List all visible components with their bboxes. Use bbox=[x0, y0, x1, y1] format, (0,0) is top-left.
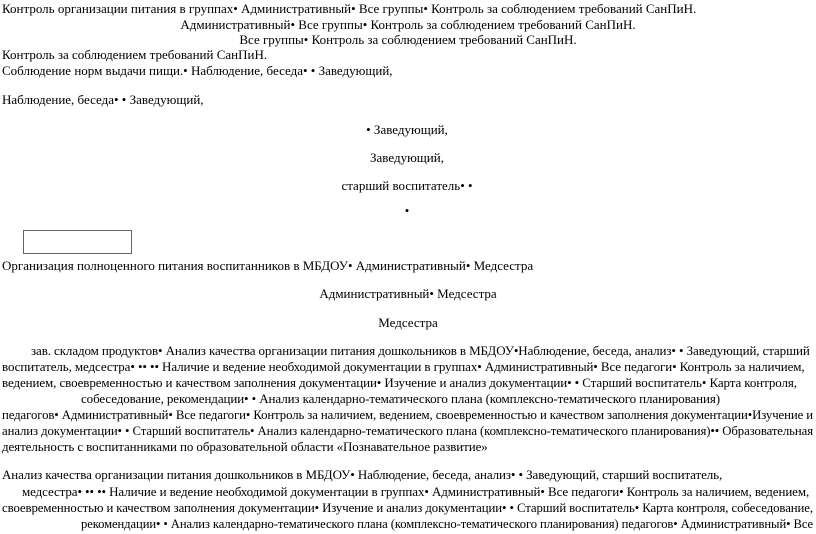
text-line-3: Все группы• Контроль за соблюдением требований СанПиН. bbox=[239, 32, 577, 47]
text-line-22: медсестра• •• •• Наличие и ведение необходимой документации в группах• Административный• Все педагоги• Контроль за наличием, ведением, bbox=[22, 484, 810, 499]
text-line-10: • bbox=[404, 203, 410, 218]
text-line-6: Наблюдение, беседа• • Заведующий, bbox=[2, 92, 204, 107]
empty-frame bbox=[23, 230, 132, 254]
text-line-5: Соблюдение норм выдачи пищи.• Наблюдение, беседа• • Заведующий, bbox=[2, 63, 393, 78]
text-line-1: Контроль организации питания в группах• Административный• Все группы• Контроль за соблюдением требований СанПиН. bbox=[2, 1, 697, 16]
text-line-20: деятельность с воспитанниками по образовательной области «Познавательное развитие» bbox=[2, 439, 488, 454]
text-line-14: зав. складом продуктов• Анализ качества организации питания дошкольников в МБДОУ•Наблюдение, беседа, анализ• • Заведующий, старший bbox=[31, 343, 810, 358]
text-line-21: Анализ качества организации питания дошкольников в МБДОУ• Наблюдение, беседа, анализ• • Заведующий, старший воспитатель, bbox=[2, 467, 723, 482]
text-line-15: воспитатель, медсестра• •• •• Наличие и ведение необходимой документации в группах• Административный• Все педагоги• Контроль за наличием, bbox=[2, 359, 805, 374]
text-line-4: Контроль за соблюдением требований СанПиН. bbox=[2, 47, 268, 62]
text-line-19: анализ документации• • Старший воспитатель• Анализ календарно-тематического плана (комплексно-тематического планирования)•• Образовательная bbox=[2, 423, 813, 438]
text-line-7: • Заведующий, bbox=[366, 122, 448, 137]
text-line-13: Медсестра bbox=[378, 315, 438, 330]
text-line-24: рекомендации• • Анализ календарно-тематического плана (комплексно-тематического планирования) педагогов• Административный• Все bbox=[81, 516, 813, 531]
text-line-17: собеседование, рекомендации• • Анализ календарно-тематического плана (комплексно-тематического планирования) bbox=[81, 391, 720, 406]
text-line-16: ведением, своевременностью и качеством заполнения документации• Изучение и анализ документации• • Старший воспитатель• Карта контроля, bbox=[2, 375, 797, 390]
text-line-8: Заведующий, bbox=[370, 150, 444, 165]
text-line-2: Административный• Все группы• Контроль за соблюдением требований СанПиН. bbox=[180, 17, 636, 32]
text-line-12: Административный• Медсестра bbox=[319, 286, 497, 301]
text-line-9: старший воспитатель• • bbox=[341, 178, 473, 193]
text-line-11: Организация полноценного питания воспитанников в МБДОУ• Административный• Медсестра bbox=[2, 258, 534, 273]
text-line-18: педагогов• Административный• Все педагоги• Контроль за наличием, ведением, своевременностью и качеством заполнения документации•Изучение и bbox=[2, 407, 813, 422]
text-line-23: своевременностью и качеством заполнения документации• Изучение и анализ документации• • Старший воспитатель• Карта контроля, собеседование, bbox=[2, 500, 813, 515]
